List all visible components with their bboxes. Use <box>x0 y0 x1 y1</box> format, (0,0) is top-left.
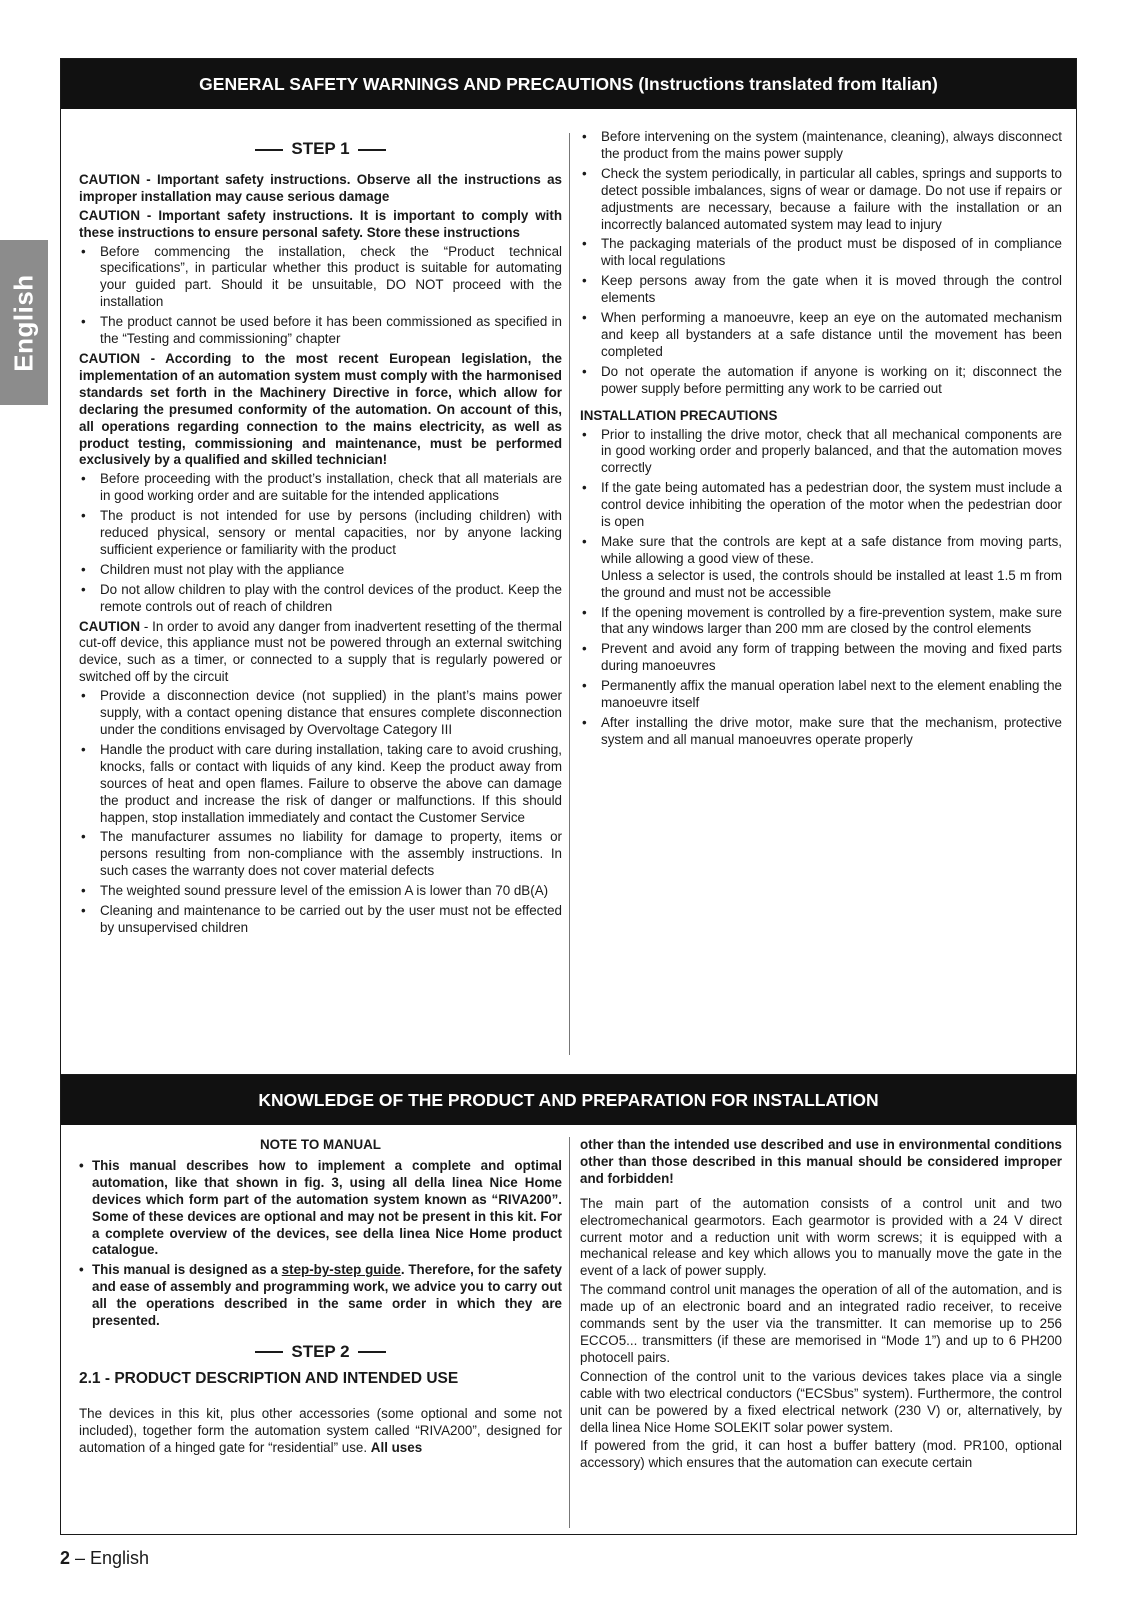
footer-separator: – <box>70 1548 91 1568</box>
selector-note: Unless a selector is used, the controls should be installed at least 1.5 m from the ground and must not be accessible <box>601 567 1062 600</box>
list-item: • After installing the drive motor, make sure that the mechanism, protective system and all manual manoeuvres operate properly <box>580 715 1062 749</box>
note-item: • This manual describes how to implement a complete and optimal automation, like that shown in fig. 3, using all della linea Nice Home devices which form part of the automation system known as “RIVA200”. Some of these devices are optional and may not be present in this kit. For a complete overview of the devices, see della linea Nice Home product catalogue. <box>79 1158 562 1259</box>
list-item: • If the opening movement is controlled by a fire-prevention system, make sure that any windows larger than 200 mm are closed by the control elements <box>580 605 1062 639</box>
safety-right-column <box>580 129 1062 752</box>
column-divider <box>569 1137 570 1528</box>
list-item: • The weighted sound pressure level of the emission A is lower than 70 dB(A) <box>79 883 562 900</box>
body-paragraph: The main part of the automation consists of a control unit and two electromechanical gearmotors. Each gearmotor is provided with a 24 V direct current motor and a reduction unit with worm screws; it is equipped with a mechanical release and key which allows you to manually move the gate in the event of a lack of power supply. <box>580 1195 1062 1279</box>
note-text: . Therefore, for the safety and ease of assembly and programming work, we advice you to carry out all the operations described in the same order in which they are presented. <box>92 1262 562 1329</box>
product-description-heading: 2.1 - PRODUCT DESCRIPTION AND INTENDED USE <box>79 1369 459 1387</box>
list-item: • Provide a disconnection device (not supplied) in the plant’s mains power supply, with a contact opening distance that ensures complete disconnection under the conditions envisaged by Overvoltage Category III <box>79 688 562 739</box>
safety-section <box>60 58 1077 1094</box>
intended-use-warning: other than the intended use described and use in environmental conditions other than those described in this manual should be considered improper and forbidden! <box>580 1137 1062 1186</box>
bullet-list <box>79 244 562 348</box>
intro-text: The devices in this kit, plus other accessories (some optional and some not included), together form the automation system called “RIVA200”, designed for automation of a hinged gate for “residential” use. <box>79 1405 562 1455</box>
list-item: • Before commencing the installation, check the “Product technical specifications”, in particular whether this product is suitable for automating your guided part. Should it be unsuitable, DO NOT proceed with the installation <box>79 244 562 312</box>
list-item: • Cleaning and maintenance to be carried out by the user must not be effected by unsupervised children <box>79 903 562 937</box>
caution-paragraph <box>79 619 562 687</box>
body-paragraph: Connection of the control unit to the various devices takes place via a single cable with two electrical conductors (“ECSbus” system). Furthermore, the control unit can be powered by a fixed electrical network (230 V) or, alternatively, by della linea Nice Home SOLEKIT solar power system. <box>580 1368 1062 1435</box>
product-left-column <box>79 1137 562 1459</box>
list-item: • Handle the product with care during installation, taking care to avoid crushing, knocks, falls or contact with liquids of any kind. Keep the product away from sources of heat and open flames. Failure to observe the above can damage the product and increase the risk of danger or malfunctions. If this should happen, stop installation immediately and contact the Customer Service <box>79 742 562 827</box>
note-list <box>79 1158 562 1330</box>
list-item: • Keep persons away from the gate when it is moved through the control elements <box>580 273 1062 307</box>
step-2-heading <box>79 1341 562 1361</box>
bullet-list <box>79 471 562 615</box>
language-side-tab-label: English <box>8 273 39 372</box>
body-paragraph: The command control unit manages the operation of all of the automation, and is made up of an electronic board and an integrated radio receiver, to receive commands sent by the user via the transmitter. It can memorise up to 256 ECCO5... transmitters (if these are memorised in “Mode 1”) and up to 6 PH200 photocell pairs. <box>580 1282 1062 1365</box>
list-item: • The product is not intended for use by persons (including children) with reduced physical, sensory or mental capacities, nor by anyone lacking sufficient experience or familiarity with the product <box>79 508 562 559</box>
product-section-title: KNOWLEDGE OF THE PRODUCT AND PREPARATION FOR INSTALLATION <box>61 1075 1076 1125</box>
list-item: • Do not allow children to play with the control devices of the product. Keep the remote controls out of reach of children <box>79 582 562 616</box>
product-right-column <box>580 1137 1062 1474</box>
list-item: • The product cannot be used before it has been commissioned as specified in the “Testing and commissioning” chapter <box>79 314 562 348</box>
list-item: • Do not operate the automation if anyone is working on it; disconnect the power supply before permitting any work to be carried out <box>580 364 1062 398</box>
intro-paragraph <box>79 1406 562 1457</box>
language-side-tab <box>0 240 48 405</box>
bullet-list <box>79 688 562 937</box>
page-number: 2 <box>60 1548 71 1568</box>
list-item: • Permanently affix the manual operation label next to the element enabling the manoeuvre itself <box>580 678 1062 712</box>
caution-paragraph: CAUTION - Important safety instructions. It is important to comply with these instructions to ensure personal safety. Store these instructions <box>79 207 562 240</box>
step-dash-left <box>255 1351 283 1353</box>
step-1-heading <box>79 141 562 158</box>
safety-section-title: GENERAL SAFETY WARNINGS AND PRECAUTIONS (Instructions translated from Italian) <box>61 59 1076 109</box>
list-item: • When performing a manoeuvre, keep an eye on the automated mechanism and keep all bystanders at a safe distance until the movement has been completed <box>580 310 1062 361</box>
step-dash-right <box>358 1351 386 1353</box>
list-item: • If the gate being automated has a pedestrian door, the system must include a control device inhibiting the operation of the motor when the pedestrian door is open <box>580 480 1062 531</box>
installation-precautions-heading: INSTALLATION PRECAUTIONS <box>580 407 778 423</box>
caution-paragraph: CAUTION - According to the most recent European legislation, the implementation of an automation system must comply with the harmonised standards set forth in the Machinery Directive in force, which allow for declaring the presumed conformity of the automation. On account of this, all operations regarding connection to the mains electricity, as well as product testing, commissioning and maintenance, must be performed exclusively by a qualified and skilled technician! <box>79 350 562 468</box>
note-item <box>79 1262 562 1330</box>
list-item: • Before intervening on the system (maintenance, cleaning), always disconnect the product from the mains power supply <box>580 129 1062 163</box>
bullet-list <box>580 129 1062 398</box>
intro-bold: All uses <box>370 1439 423 1455</box>
column-divider <box>569 133 570 1055</box>
list-item: • The packaging materials of the product must be disposed of in compliance with local regulations <box>580 236 1062 270</box>
bullet-list <box>580 427 1062 749</box>
product-section <box>60 1074 1077 1535</box>
list-item: • Check the system periodically, in particular all cables, springs and supports to detect possible imbalances, signs of wear or damage. Do not use if repairs or adjustments are necessary, because a failure with the installation or an incorrectly balanced automated system may lead to injury <box>580 166 1062 234</box>
step-by-step-link: step-by-step guide <box>281 1262 401 1278</box>
list-item <box>580 534 1062 602</box>
caution-paragraph: CAUTION - Important safety instructions. Observe all the instructions as improper installation may cause serious damage <box>79 171 562 204</box>
step-2-label: STEP 2 <box>291 1341 350 1361</box>
note-to-manual-heading: NOTE TO MANUAL <box>259 1137 381 1152</box>
list-item: • The manufacturer assumes no liability for damage to property, items or persons resulting from non-compliance with the assembly instructions. In such cases the warranty does not cover material defects <box>79 829 562 880</box>
page-footer <box>60 1550 149 1567</box>
caution-text: - In order to avoid any danger from inadvertent resetting of the thermal cut-off device, this appliance must not be powered through an external switching device, such as a timer, or connected to a supply that is regularly powered or switched off by the circuit <box>79 618 562 685</box>
caution-label: CAUTION <box>79 618 140 634</box>
list-item: • Prior to installing the drive motor, check that all mechanical components are in good working order and properly balanced, and that the automation moves correctly <box>580 427 1062 478</box>
note-text: This manual is designed as a <box>92 1262 282 1278</box>
step-dash-right <box>358 149 386 151</box>
list-item: • Prevent and avoid any form of trapping between the moving and fixed parts during manoeuvres <box>580 641 1062 675</box>
step-1-label: STEP 1 <box>291 139 350 158</box>
safety-left-column <box>79 133 562 940</box>
footer-language: English <box>90 1548 150 1568</box>
step-dash-left <box>255 149 283 151</box>
list-item: • Children must not play with the appliance <box>79 562 562 579</box>
list-item-text: Make sure that the controls are kept at a safe distance from moving parts, while allowing a good view of these. <box>601 533 1062 566</box>
body-paragraph: If powered from the grid, it can host a buffer battery (mod. PR100, optional accessory) which ensures that the automation can execute certain <box>580 1438 1062 1471</box>
list-item: • Before proceeding with the product’s installation, check that all materials are in good working order and are suitable for the intended applications <box>79 471 562 505</box>
